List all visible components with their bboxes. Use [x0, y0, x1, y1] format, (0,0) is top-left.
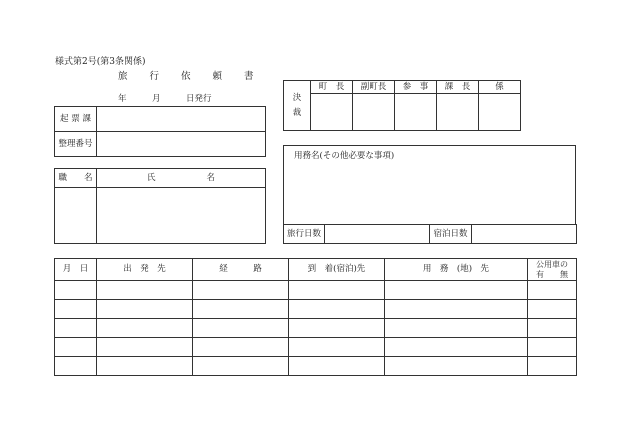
cell-business-destination[interactable]: [385, 300, 528, 319]
issuing-dept-label: 起 票 課: [55, 107, 97, 132]
approval-side-label: 決 裁: [284, 81, 311, 131]
cell-official-vehicle[interactable]: [528, 357, 577, 376]
cell-departure[interactable]: [97, 300, 193, 319]
cell-date[interactable]: [55, 338, 97, 357]
itinerary-table: [54, 258, 577, 376]
cell-route[interactable]: [193, 319, 289, 338]
name-field[interactable]: [97, 188, 266, 244]
cell-business-destination[interactable]: [385, 281, 528, 300]
cell-arrival[interactable]: [289, 338, 385, 357]
origin-table: [54, 106, 266, 157]
cell-business-destination[interactable]: [385, 319, 528, 338]
cell-official-vehicle[interactable]: [528, 300, 577, 319]
approval-role-section-chief: 課 長: [437, 81, 479, 94]
position-field[interactable]: [55, 188, 97, 244]
traveler-table: [54, 168, 266, 244]
header-departure: 出 発 先: [97, 259, 193, 281]
cell-date[interactable]: [55, 281, 97, 300]
cell-business-destination[interactable]: [385, 338, 528, 357]
header-arrival: 到 着(宿泊)先: [289, 259, 385, 281]
header-date: 月 日: [55, 259, 97, 281]
cell-route[interactable]: [193, 300, 289, 319]
issuing-dept-field[interactable]: [97, 107, 266, 132]
cell-date[interactable]: [55, 319, 97, 338]
form-title: 旅 行 依 頼 書: [118, 71, 255, 82]
approval-role-mayor: 町 長: [311, 81, 353, 94]
issue-date-line: 年 月 日発行: [118, 94, 212, 104]
table-row: [55, 338, 577, 357]
name-label: 氏 名: [97, 169, 266, 188]
cell-departure[interactable]: [97, 357, 193, 376]
approval-stamp-councillor[interactable]: [395, 94, 437, 131]
vehicle-header-line2: 有 無: [536, 269, 568, 279]
cell-departure[interactable]: [97, 338, 193, 357]
travel-days-label: 旅行日数: [284, 225, 325, 244]
cell-departure[interactable]: [97, 319, 193, 338]
cell-route[interactable]: [193, 281, 289, 300]
approval-table: [283, 80, 521, 131]
approval-stamp-deputy-mayor[interactable]: [353, 94, 395, 131]
approval-stamp-section-chief[interactable]: [437, 94, 479, 131]
cell-arrival[interactable]: [289, 357, 385, 376]
serial-number-label: 整理番号: [55, 132, 97, 157]
approval-role-deputy-mayor: 副町長: [353, 81, 395, 94]
table-row: [55, 281, 577, 300]
approval-stamp-mayor[interactable]: [311, 94, 353, 131]
purpose-label: 用務名(その他必要な事項): [294, 151, 395, 161]
cell-date[interactable]: [55, 300, 97, 319]
cell-official-vehicle[interactable]: [528, 319, 577, 338]
approval-stamp-subsection[interactable]: [479, 94, 521, 131]
overnight-days-field[interactable]: [472, 225, 577, 244]
table-row: [55, 357, 577, 376]
cell-arrival[interactable]: [289, 319, 385, 338]
cell-date[interactable]: [55, 357, 97, 376]
table-row: [55, 319, 577, 338]
header-business-destination: 用 務 (地) 先: [385, 259, 528, 281]
approval-role-subsection: 係: [479, 81, 521, 94]
travel-days-field[interactable]: [325, 225, 430, 244]
cell-arrival[interactable]: [289, 281, 385, 300]
position-label: 職 名: [55, 169, 97, 188]
cell-official-vehicle[interactable]: [528, 338, 577, 357]
table-row: [55, 300, 577, 319]
approval-role-councillor: 参 事: [395, 81, 437, 94]
cell-route[interactable]: [193, 338, 289, 357]
cell-route[interactable]: [193, 357, 289, 376]
cell-arrival[interactable]: [289, 300, 385, 319]
cell-official-vehicle[interactable]: [528, 281, 577, 300]
header-official-vehicle: [528, 259, 577, 281]
cell-business-destination[interactable]: [385, 357, 528, 376]
cell-departure[interactable]: [97, 281, 193, 300]
form-number: 様式第2号(第3条関係): [55, 57, 146, 67]
purpose-box[interactable]: [283, 145, 576, 225]
overnight-days-label: 宿泊日数: [430, 225, 472, 244]
days-table: [283, 224, 577, 244]
serial-number-field[interactable]: [97, 132, 266, 157]
header-route: 経 路: [193, 259, 289, 281]
vehicle-header-line1: 公用車の: [536, 259, 568, 269]
